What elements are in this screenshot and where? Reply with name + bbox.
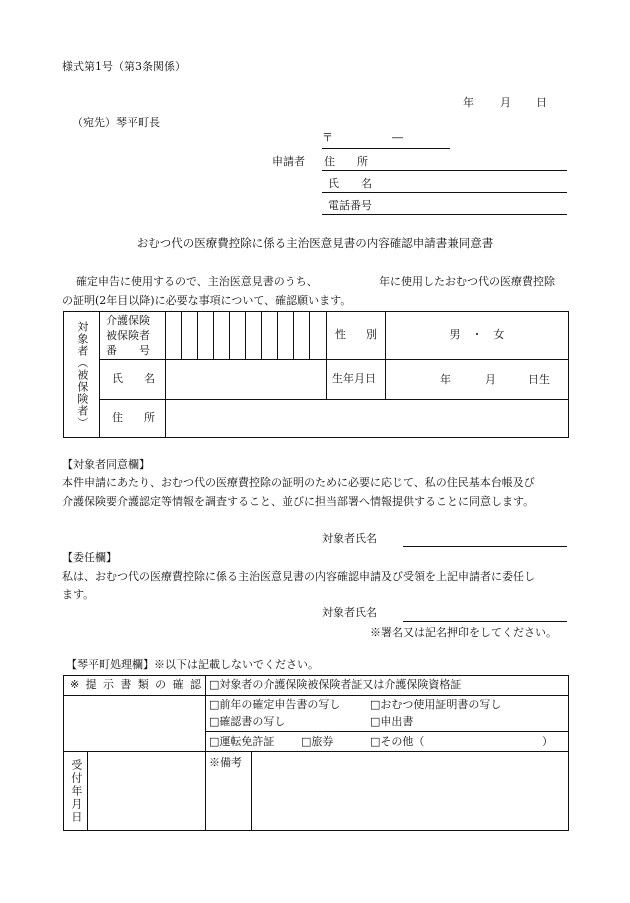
subject-name-field[interactable] [166,360,327,400]
consent-line-2: 介護保険要介護認定等情報を調査すること、並びに担当部署へ情報提供することに同意します。 [62,495,535,508]
postal-code-line[interactable] [322,148,450,149]
postal-mark: 〒 [322,131,333,144]
insured-number-digit[interactable] [166,312,182,360]
insured-number-digit[interactable] [214,312,230,360]
consent-sign-line[interactable] [403,546,567,547]
delegation-line-2: ます。 [62,588,95,601]
consent-sign-label: 対象者氏名 [322,532,377,545]
intro-line-1b: 年に使用したおむつ代の医療費控除 [379,275,555,288]
applicant-address-line[interactable] [322,170,567,171]
doc-check-confirmation[interactable]: □確認書の写し [209,714,286,728]
doc-check-prev-tax-return[interactable]: □前年の確定申告書の写し [209,697,341,711]
signature-note: ※署名又は記名押印をしてください。 [370,626,557,639]
doc-check-other-close: ） [542,734,553,748]
received-date-label-cell [64,752,88,831]
subject-side-label: 対象者（被保険者） [75,320,89,429]
applicant-address-label: 住 所 [324,155,368,168]
office-table [63,675,569,831]
office-heading: 【琴平町処理欄】※以下は記載しないでください。 [66,658,319,671]
applicant-label: 申請者 [272,155,305,168]
applicant-name-line[interactable] [322,192,567,193]
subject-side-label-cell [64,312,100,438]
insured-number-label-cell: 介護保険 被保険者 番 号 [100,312,166,360]
doc-check-request[interactable]: □申出書 [370,714,414,728]
date-year-label: 年 [463,96,474,109]
consent-heading: 【対象者同意欄】 [62,458,150,471]
insured-number-digit[interactable] [230,312,246,360]
sex-options[interactable]: 男 ・ 女 [386,312,569,360]
insured-number-digit[interactable] [182,312,198,360]
documents-check-blank [64,696,206,752]
doc-check-diaper-certificate[interactable]: □おむつ使用証明書の写し [370,697,502,711]
doc-check-row-4[interactable] [206,732,569,752]
insured-number-digit[interactable] [198,312,214,360]
document-title: おむつ代の医療費控除に係る主治医意見書の内容確認申請書兼同意書 [136,236,494,250]
postal-dash: ― [392,131,403,144]
birth-day-unit: 日生 [528,372,550,386]
insured-number-digit[interactable] [310,312,327,360]
insured-number-digit[interactable] [246,312,262,360]
subject-name-label-cell: 氏 名 [100,360,166,400]
consent-line-1: 本件申請にあたり、おむつ代の医療費控除の証明のために必要に応じて、私の住民基本台帳及び [62,476,535,489]
doc-check-other[interactable]: □その他（ [370,734,425,748]
birth-label-cell: 生年月日 [327,360,386,400]
insured-number-digit[interactable] [294,312,310,360]
intro-line-2: の証明(2年目以降)に必要な事項について、確認願います。 [62,294,352,307]
received-date-label: 受付年月日 [69,758,83,824]
doc-check-drivers-license[interactable]: □運転免許証 [209,734,275,748]
intro-line-1a: 確定申告に使用するので、主治医意見書のうち、 [76,275,318,288]
sex-label-cell: 性 別 [327,312,386,360]
date-month-label: 月 [500,96,511,109]
applicant-phone-line[interactable] [322,214,567,215]
delegation-sign-line[interactable] [403,621,567,622]
received-date-field[interactable] [88,752,206,831]
documents-check-label-cell: ※ 提 示 書 類 の 確 認 [64,676,206,696]
date-day-label: 日 [536,96,547,109]
insured-number-digit[interactable] [262,312,278,360]
addressee: （宛先）琴平町長 [72,116,160,129]
delegation-sign-label: 対象者氏名 [322,606,377,619]
doc-check-row-1[interactable]: □対象者の介護保険被保険者証又は介護保険資格証 [206,676,569,696]
delegation-line-1: 私は、おむつ代の医療費控除に係る主治医意見書の内容確認申請及び受領を上記申請者に委任し [62,570,535,583]
applicant-name-label: 氏 名 [328,177,372,190]
doc-check-rows-2-3[interactable] [206,696,569,732]
subject-address-field[interactable] [166,400,569,438]
birth-month-unit: 月 [485,372,496,386]
birth-year-unit: 年 [440,372,451,386]
remarks-label-cell: ※備考 [206,752,252,831]
form-number: 様式第1号（第3条関係） [62,60,186,73]
delegation-heading: 【委任欄】 [62,551,117,564]
insured-number-digit[interactable] [278,312,294,360]
subject-address-label-cell: 住 所 [100,400,166,438]
subject-table [63,311,569,438]
applicant-phone-label: 電話番号 [328,199,372,212]
doc-check-passport[interactable]: □旅券 [301,734,334,748]
birth-date-field[interactable] [386,360,569,400]
remarks-field[interactable] [252,752,569,831]
